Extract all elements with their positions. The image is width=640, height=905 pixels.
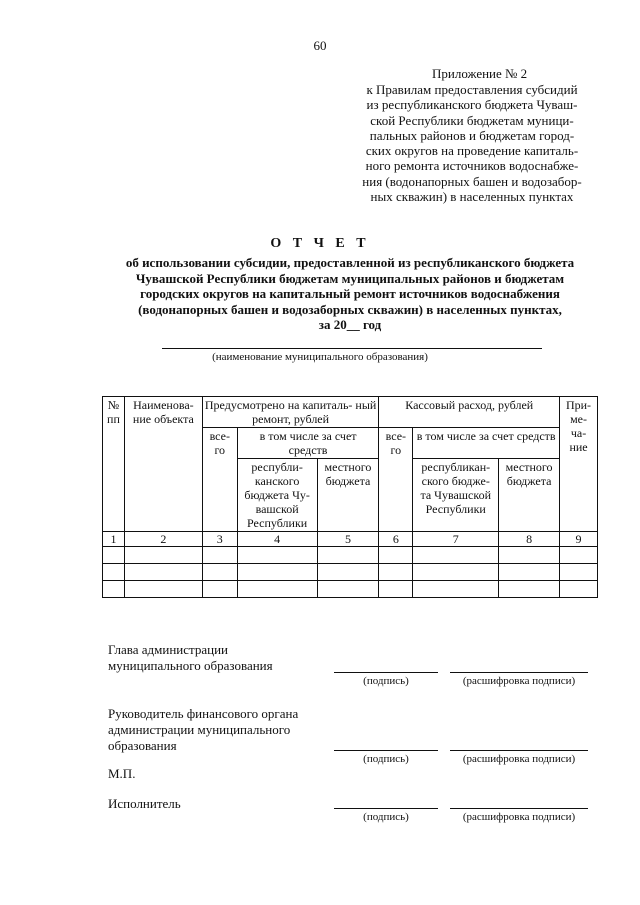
finance-title-line2: администрации муниципального: [108, 722, 291, 737]
table-cell: [560, 547, 598, 564]
municipality-caption: (наименование муниципального образования): [212, 351, 428, 363]
table-cell: [413, 564, 499, 581]
header-cash-total: все- го: [379, 428, 413, 532]
table-cell: [317, 564, 379, 581]
header-note: При- ме- ча- ние: [560, 397, 598, 532]
table-cell: [237, 547, 317, 564]
table-cell: [202, 581, 237, 598]
table-cell: [103, 581, 125, 598]
finance-title-line3: образования: [108, 738, 177, 753]
table-cell: [413, 547, 499, 564]
executor-decode-line: [450, 808, 588, 809]
table-cell: [379, 581, 413, 598]
executor-signature-line: [334, 808, 438, 809]
header-planned-including: в том числе за счет средств: [237, 428, 379, 459]
table-cell: [413, 581, 499, 598]
table-cell: [202, 547, 237, 564]
municipality-name-line: [162, 348, 542, 349]
table-cell: [237, 564, 317, 581]
table-row: [103, 581, 598, 598]
executor-signature-caption: (подпись): [363, 811, 409, 823]
report-subtitle-line: за 20__ год: [318, 317, 382, 332]
table-cell: [499, 547, 560, 564]
column-number: 1: [103, 532, 125, 547]
report-table: [102, 396, 598, 598]
finance-signature-caption: (подпись): [363, 753, 409, 765]
report-title: О Т Ч Е Т: [270, 236, 370, 251]
report-subtitle-line: (водонапорных башен и водозаборных скважин) в населенных пунктах,: [138, 301, 562, 317]
appendix-line: к Правилам предоставления субсидий: [366, 82, 578, 97]
appendix-line: ских округов на проведение капиталь-: [365, 143, 579, 159]
head-decode-caption: (расшифровка подписи): [462, 675, 576, 687]
appendix-line: ных скважин) в населенных пунктах: [370, 189, 574, 205]
report-subtitle-line: городских округов на капитальный ремонт источников водоснабжения: [140, 286, 560, 301]
appendix-body: [348, 82, 596, 204]
appendix-title: Приложение № 2: [432, 66, 528, 81]
finance-title-line1: Руководитель финансового органа: [108, 706, 299, 721]
head-signature-line: [334, 672, 438, 673]
column-number: 9: [560, 532, 598, 547]
table-row: [103, 547, 598, 564]
header-planned-local-budget: местного бюджета: [317, 459, 379, 532]
report-subtitle-line: об использовании субсидии, предоставленной из республиканского бюджета: [125, 255, 575, 270]
table-cell: [103, 564, 125, 581]
column-number: 4: [237, 532, 317, 547]
executor-label: Исполнитель: [108, 796, 181, 811]
table-cell: [124, 581, 202, 598]
page-number: 60: [313, 38, 327, 53]
head-decode-line: [450, 672, 588, 673]
column-number: 5: [317, 532, 379, 547]
table-cell: [317, 581, 379, 598]
column-number-row: [103, 532, 598, 547]
head-signature-caption: (подпись): [363, 675, 409, 687]
appendix-line: ного ремонта источников водоснабже-: [365, 158, 579, 174]
finance-decode-caption: (расшифровка подписи): [462, 753, 576, 765]
column-number: 3: [202, 532, 237, 547]
header-planned: Предусмотрено на капиталь- ный ремонт, рублей: [202, 397, 379, 428]
table-cell: [379, 564, 413, 581]
table-cell: [560, 581, 598, 598]
executor-decode-caption: (расшифровка подписи): [462, 811, 576, 823]
table-cell: [499, 564, 560, 581]
table-cell: [124, 547, 202, 564]
header-no: № пп: [103, 397, 125, 532]
column-number: 2: [124, 532, 202, 547]
column-number: 6: [379, 532, 413, 547]
table-cell: [560, 564, 598, 581]
header-cash-including: в том числе за счет средств: [413, 428, 560, 459]
seal-place: М.П.: [108, 766, 136, 781]
report-subtitle-line: Чувашской Республики бюджетам муниципальных районов и бюджетам: [135, 270, 565, 286]
table-cell: [237, 581, 317, 598]
appendix-line: ской Республики бюджетам муници-: [370, 112, 574, 128]
report-subtitle: [100, 255, 600, 333]
column-number: 7: [413, 532, 499, 547]
header-object-name: Наименова- ние объекта: [124, 397, 202, 532]
header-cash-republic-budget: республикан- ского бюдже- та Чувашской Республики: [413, 459, 499, 532]
table-cell: [499, 581, 560, 598]
table-cell: [202, 564, 237, 581]
column-number: 8: [499, 532, 560, 547]
table-cell: [103, 547, 125, 564]
header-cash-expense: Кассовый расход, рублей: [379, 397, 560, 428]
table-cell: [379, 547, 413, 564]
finance-decode-line: [450, 750, 588, 751]
head-title-line1: Глава администрации: [108, 642, 229, 657]
header-cash-local-budget: местного бюджета: [499, 459, 560, 532]
table-cell: [317, 547, 379, 564]
appendix-line: пальных районов и бюджетам город-: [369, 127, 575, 143]
header-planned-total: все- го: [202, 428, 237, 532]
head-title-line2: муниципального образования: [108, 658, 273, 673]
table-cell: [124, 564, 202, 581]
table-row: [103, 564, 598, 581]
appendix-line: ния (водонапорных башен и водозабор-: [362, 173, 582, 189]
appendix-line: из республиканского бюджета Чуваш-: [366, 97, 578, 113]
header-planned-republic-budget: республи- канского бюджета Чу- вашской Республики: [237, 459, 317, 532]
finance-signature-line: [334, 750, 438, 751]
